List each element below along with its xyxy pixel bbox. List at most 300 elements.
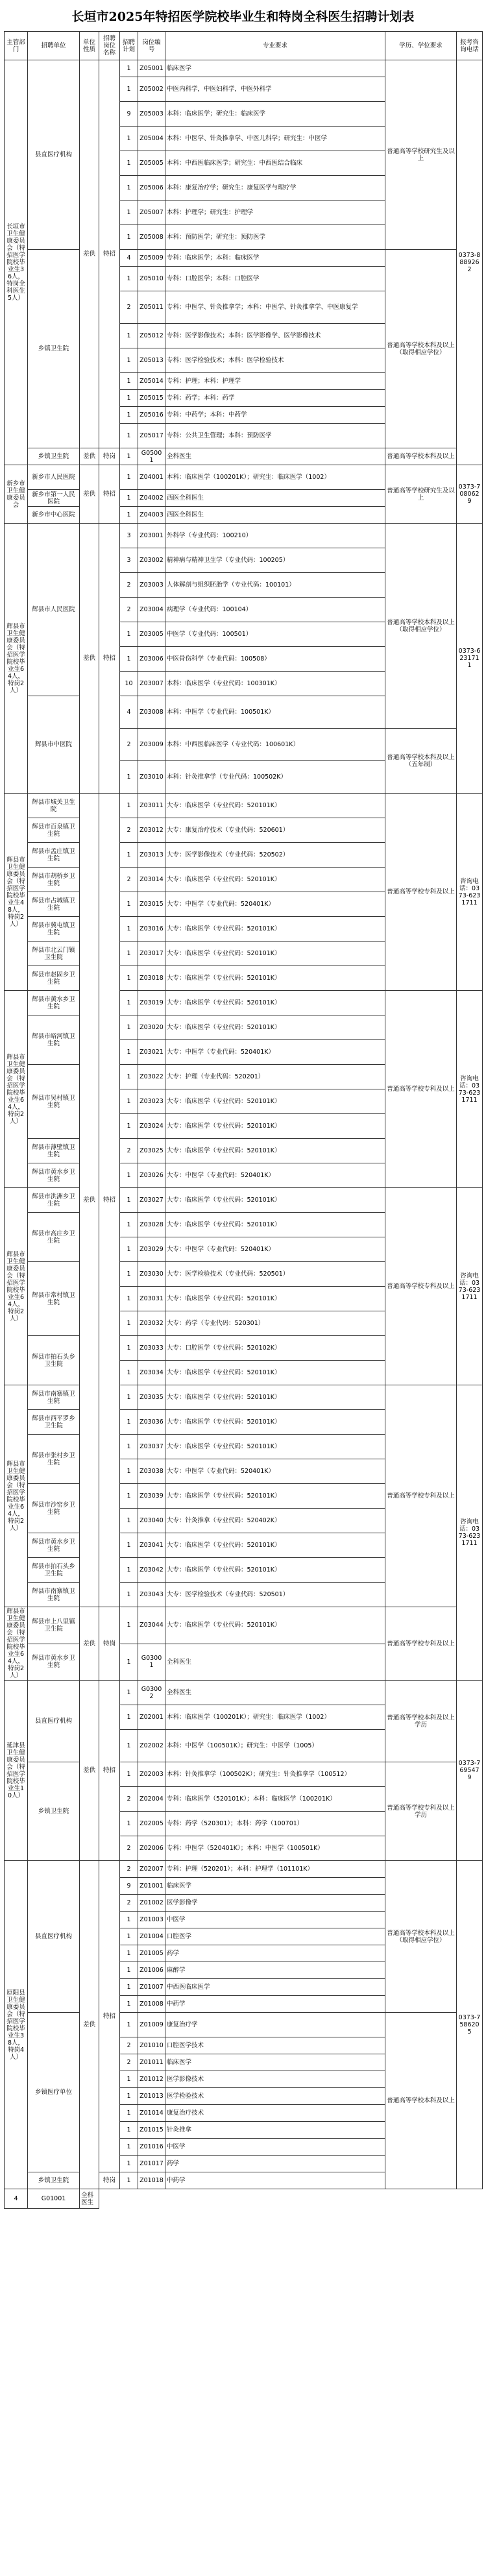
post-code-cell: Z01018 xyxy=(138,2172,165,2189)
major-requirement-cell: 大专：临床医学（专业代码：520101K） xyxy=(165,1213,385,1237)
major-requirement-cell: 临床医学 xyxy=(165,2054,385,2071)
major-requirement-cell: 专科：药学（520301）；本科：药学（100701） xyxy=(165,1812,385,1836)
unit-cell: 辉县市占城镇卫生院 xyxy=(28,892,80,917)
plan-count-cell: 2 xyxy=(120,573,138,598)
post-code-cell: Z05014 xyxy=(138,373,165,390)
unit-cell: 辉县市人民医院 xyxy=(28,524,80,696)
unit-cell: 县直医疗机构 xyxy=(28,1681,80,1762)
major-requirement-cell: 大专：临床医学（专业代码：520101K） xyxy=(165,1015,385,1040)
dept-cell: 新乡市卫生健康委员会 xyxy=(5,465,28,524)
major-requirement-cell: 康复治疗学 xyxy=(165,2013,385,2037)
unit-cell: 新乡市第一人民医院 xyxy=(28,490,80,507)
post-code-cell: G03001 xyxy=(138,1644,165,1681)
unit-cell: 辉县市冀屯镇卫生院 xyxy=(28,917,80,942)
column-header: 岗位编号 xyxy=(138,32,165,60)
post-code-cell: Z03031 xyxy=(138,1287,165,1311)
plan-count-cell: 2 xyxy=(120,2037,138,2054)
table-row xyxy=(5,60,483,77)
plan-count-cell: 1 xyxy=(120,1762,138,1787)
phone-cell: 0373-7080629 xyxy=(457,465,483,524)
plan-count-cell: 10 xyxy=(120,672,138,696)
post-code-cell: G01001 xyxy=(28,2189,80,2209)
education-cell: 普通高等学校专科及以上学历 xyxy=(385,1762,457,1861)
unit-cell: 辉县市峪河镇卫生院 xyxy=(28,1015,80,1065)
dept-cell: 长垣市卫生健康委员会（特招医学院校毕业生36人，特岗全科医生5人） xyxy=(5,60,28,465)
major-requirement-cell: 专科：公共卫生管理；本科：预防医学 xyxy=(165,424,385,448)
plan-count-cell: 1 xyxy=(120,176,138,200)
dept-cell: 原阳县卫生健康委员会（特招医学院校毕业生38人，特岗4人） xyxy=(5,1861,28,2189)
plan-count-cell: 2 xyxy=(120,2054,138,2071)
post-code-cell: Z03003 xyxy=(138,573,165,598)
major-requirement-cell: 全科医生 xyxy=(80,2189,99,2209)
major-requirement-cell: 大专：临床医学（专业代码：520101K） xyxy=(165,868,385,892)
major-requirement-cell: 临床医学 xyxy=(165,1878,385,1895)
plan-count-cell: 1 xyxy=(120,2156,138,2172)
column-header: 招聘计划 xyxy=(120,32,138,60)
major-requirement-cell: 大专：中医学（专业代码：520401K） xyxy=(165,1459,385,1484)
plan-count-cell: 1 xyxy=(120,1459,138,1484)
unit-cell: 辉县市薄壁镇卫生院 xyxy=(28,1139,80,1163)
plan-count-cell: 1 xyxy=(120,465,138,490)
major-requirement-cell: 专科：临床医学；本科：临床医学 xyxy=(165,250,385,267)
post-code-cell: Z03009 xyxy=(138,729,165,761)
unit-cell: 辉县市黄水乡卫生院 xyxy=(28,1533,80,1558)
plan-count-cell: 1 xyxy=(120,966,138,991)
dept-cell: 辉县市卫生健康委员会（特招医学院校毕业生64人，特岗2人） xyxy=(5,991,28,1188)
post-cell: 特招 xyxy=(99,1681,120,1861)
major-requirement-cell: 本科：康复治疗学；研究生：康复医学与理疗学 xyxy=(165,176,385,200)
major-requirement-cell: 大专：临床医学（专业代码：520101K） xyxy=(165,1435,385,1459)
major-requirement-cell: 专科：临床医学（520101K）；本科：临床医学（100201K） xyxy=(165,1787,385,1812)
unit-cell: 辉县市赵固乡卫生院 xyxy=(28,966,80,991)
unit-cell: 辉县市南寨镇卫生院 xyxy=(28,1385,80,1410)
major-requirement-cell: 大专：临床医学（专业代码：520101K） xyxy=(165,966,385,991)
plan-count-cell: 1 xyxy=(120,1237,138,1262)
major-requirement-cell: 本科：针灸推拿学（100502K）；研究生：针灸推拿学（100512） xyxy=(165,1762,385,1787)
major-requirement-cell: 中医内科学，中医妇科学，中医外科学 xyxy=(165,77,385,102)
post-code-cell: Z02007 xyxy=(138,1861,165,1878)
major-requirement-cell: 本科：中医学、针灸推拿学、中医儿科学；研究生：中医学 xyxy=(165,127,385,151)
post-code-cell: Z02002 xyxy=(138,1730,165,1762)
post-code-cell: Z03006 xyxy=(138,647,165,672)
post-code-cell: Z05016 xyxy=(138,407,165,424)
major-requirement-cell: 专科：中医学（520401K）；本科：中医学（100501K） xyxy=(165,1836,385,1861)
plan-count-cell: 1 xyxy=(120,225,138,250)
plan-count-cell: 1 xyxy=(120,1015,138,1040)
post-code-cell: Z03005 xyxy=(138,622,165,647)
dept-cell: 延津县卫生健康委员会（特招医学院校毕业生10人） xyxy=(5,1681,28,1861)
education-cell: 普通高等学校本科及以上 xyxy=(385,448,457,465)
unit-cell: 县直医疗机构 xyxy=(28,1861,80,2013)
table-row xyxy=(5,2013,483,2037)
post-cell: 特岗 xyxy=(99,1607,120,1681)
education-cell: 普通高等学校本科及以上 xyxy=(385,2013,457,2189)
post-code-cell: Z05009 xyxy=(138,250,165,267)
plan-count-cell: 1 xyxy=(120,324,138,348)
nat-cell: 差供 xyxy=(80,794,99,1607)
plan-count-cell: 1 xyxy=(120,2088,138,2105)
unit-cell: 辉县市胡桥乡卫生院 xyxy=(28,868,80,892)
dept-cell: 辉县市卫生健康委员会（特招医学院校毕业生64人，特岗2人） xyxy=(5,1385,28,1607)
dept-cell: 辉县市卫生健康委员会（特招医学院校毕业生48人，特岗2人） xyxy=(5,794,28,991)
major-requirement-cell: 全科医生 xyxy=(165,1681,385,1705)
unit-cell: 辉县市张村乡卫生院 xyxy=(28,1435,80,1484)
plan-count-cell: 2 xyxy=(120,1787,138,1812)
page-title: 长垣市2025年特招医学院校毕业生和特岗全科医生招聘计划表 xyxy=(71,10,415,24)
post-code-cell: Z05003 xyxy=(138,102,165,127)
post-code-cell: Z01010 xyxy=(138,2037,165,2054)
table-row xyxy=(5,1861,483,1878)
post-code-cell: Z01008 xyxy=(138,1996,165,2013)
post-code-cell: Z03002 xyxy=(138,548,165,573)
unit-cell: 乡镇卫生院 xyxy=(28,250,80,448)
unit-cell: 辉县市拍石头乡卫生院 xyxy=(28,1336,80,1385)
major-requirement-cell: 口腔医学 xyxy=(165,1928,385,1945)
post-code-cell: Z03017 xyxy=(138,942,165,966)
post-code-cell: Z03025 xyxy=(138,1139,165,1163)
plan-count-cell: 1 xyxy=(120,424,138,448)
unit-cell: 辉县市常村镇卫生院 xyxy=(28,1262,80,1336)
post-code-cell: Z03027 xyxy=(138,1188,165,1213)
plan-count-cell: 1 xyxy=(120,2105,138,2122)
post-code-cell: Z01006 xyxy=(138,1962,165,1979)
post-code-cell: Z03044 xyxy=(138,1607,165,1644)
unit-cell: 辉县市沙窑乡卫生院 xyxy=(28,1484,80,1533)
post-cell: 特招 xyxy=(99,465,120,524)
major-requirement-cell: 大专：中医学（专业代码：520401K） xyxy=(165,1040,385,1065)
plan-count-cell: 2 xyxy=(120,868,138,892)
plan-count-cell: 1 xyxy=(120,1705,138,1730)
post-code-cell: Z05015 xyxy=(138,390,165,407)
plan-count-cell: 1 xyxy=(120,917,138,942)
major-requirement-cell: 医学影像技术 xyxy=(165,2071,385,2088)
plan-count-cell: 1 xyxy=(120,1361,138,1385)
major-requirement-cell: 大专：中医学（专业代码：520401K） xyxy=(165,1237,385,1262)
plan-count-cell: 2 xyxy=(120,818,138,843)
major-requirement-cell: 西医全科医生 xyxy=(165,507,385,524)
dept-cell: 辉县市卫生健康委员会（特招医学院校毕业生64人，特岗2人） xyxy=(5,1188,28,1385)
major-requirement-cell: 大专：口腔医学（专业代码：520102K） xyxy=(165,1336,385,1361)
plan-count-cell: 1 xyxy=(120,1533,138,1558)
column-header: 招聘岗位名称 xyxy=(99,32,120,60)
major-requirement-cell: 本科：临床医学（100201K）；研究生：临床医学（1002） xyxy=(165,465,385,490)
post-code-cell: Z03015 xyxy=(138,892,165,917)
major-requirement-cell: 大专：针灸推拿（专业代码：520402K） xyxy=(165,1509,385,1533)
table-row xyxy=(5,1762,483,1787)
post-code-cell: Z03029 xyxy=(138,1237,165,1262)
nat-cell: 差供 xyxy=(80,448,99,465)
nat-cell: 差供 xyxy=(80,60,99,448)
post-code-cell: Z03011 xyxy=(138,794,165,818)
post-code-cell: Z05004 xyxy=(138,127,165,151)
major-requirement-cell: 临床医学 xyxy=(165,60,385,77)
column-header: 主管部门 xyxy=(5,32,28,60)
major-requirement-cell: 本科：临床医学；研究生：临床医学 xyxy=(165,102,385,127)
plan-count-cell: 1 xyxy=(120,1812,138,1836)
unit-cell: 乡镇卫生院 xyxy=(28,2172,80,2189)
plan-count-cell: 2 xyxy=(120,1895,138,1912)
plan-count-cell: 1 xyxy=(120,843,138,868)
post-code-cell: Z05002 xyxy=(138,77,165,102)
post-code-cell: Z04002 xyxy=(138,490,165,507)
plan-count-cell: 1 xyxy=(120,1385,138,1410)
plan-count-cell: 1 xyxy=(120,1912,138,1928)
post-code-cell: Z01014 xyxy=(138,2105,165,2122)
major-requirement-cell: 全科医生 xyxy=(165,1644,385,1681)
major-requirement-cell: 病理学（专业代码：100104） xyxy=(165,598,385,622)
major-requirement-cell: 中药学 xyxy=(165,1996,385,2013)
plan-count-cell: 2 xyxy=(120,729,138,761)
plan-count-cell: 1 xyxy=(120,1979,138,1996)
major-requirement-cell: 大专：临床医学（专业代码：520101K） xyxy=(165,794,385,818)
plan-count-cell: 1 xyxy=(120,647,138,672)
education-cell: 普通高等学校本科及以上（五年制） xyxy=(385,729,457,794)
major-requirement-cell: 专科：医学影像技术；本科：医学影像学、医学影像技术 xyxy=(165,324,385,348)
post-code-cell: Z03040 xyxy=(138,1509,165,1533)
post-code-cell: Z03036 xyxy=(138,1410,165,1435)
major-requirement-cell: 人体解剖与组织胚胎学（专业代码：100101） xyxy=(165,573,385,598)
plan-count-cell: 1 xyxy=(120,127,138,151)
plan-count-cell: 1 xyxy=(120,2122,138,2139)
post-code-cell: Z01017 xyxy=(138,2156,165,2172)
plan-count-cell: 1 xyxy=(120,2139,138,2156)
major-requirement-cell: 专科：药学；本科：药学 xyxy=(165,390,385,407)
major-requirement-cell: 针灸推拿 xyxy=(165,2122,385,2139)
unit-cell: 辉县市黄水乡卫生院 xyxy=(28,1163,80,1188)
post-code-cell: Z03041 xyxy=(138,1533,165,1558)
unit-cell: 辉县市南寨镇卫生院 xyxy=(28,1583,80,1607)
post-code-cell: Z01013 xyxy=(138,2088,165,2105)
education-cell: 普通高等学校本科及以上（取得相应学位） xyxy=(385,1861,457,2013)
post-code-cell: Z05012 xyxy=(138,324,165,348)
plan-count-cell: 1 xyxy=(120,761,138,794)
post-code-cell: Z03010 xyxy=(138,761,165,794)
major-requirement-cell: 口腔医学技术 xyxy=(165,2037,385,2054)
post-code-cell: Z03018 xyxy=(138,966,165,991)
major-requirement-cell: 大专：临床医学（专业代码：520101K） xyxy=(165,1484,385,1509)
post-code-cell: Z03042 xyxy=(138,1558,165,1583)
education-cell: 普通高等学校专科及以上 xyxy=(385,1385,457,1607)
post-cell: 特岗 xyxy=(99,448,120,465)
plan-count-cell: 9 xyxy=(120,102,138,127)
plan-count-cell: 1 xyxy=(120,1188,138,1213)
major-requirement-cell: 中医学 xyxy=(165,2139,385,2156)
post-code-cell: Z03001 xyxy=(138,524,165,548)
table-row xyxy=(5,448,483,465)
post-code-cell: Z01005 xyxy=(138,1945,165,1962)
major-requirement-cell: 大专：护理（专业代码：520201） xyxy=(165,1065,385,1089)
major-requirement-cell: 大专：临床医学（专业代码：520101K） xyxy=(165,1089,385,1114)
major-requirement-cell: 本科：临床医学（专业代码：100301K） xyxy=(165,672,385,696)
plan-count-cell: 2 xyxy=(120,1861,138,1878)
plan-count-cell: 1 xyxy=(120,1730,138,1762)
nat-cell: 差供 xyxy=(80,524,99,794)
dept-cell: 辉县市卫生健康委员会（特招医学院校毕业生64人，特岗2人） xyxy=(5,1607,28,1681)
major-requirement-cell: 本科：预防医学；研究生：预防医学 xyxy=(165,225,385,250)
major-requirement-cell: 大专：临床医学（专业代码：520101K） xyxy=(165,942,385,966)
plan-count-cell: 1 xyxy=(120,622,138,647)
major-requirement-cell: 大专：临床医学（专业代码：520101K） xyxy=(165,991,385,1015)
major-requirement-cell: 大专：中医学（专业代码：520401K） xyxy=(165,892,385,917)
major-requirement-cell: 大专：康复治疗技术（专业代码：520601） xyxy=(165,818,385,843)
plan-count-cell: 1 xyxy=(120,794,138,818)
column-header: 招聘单位 xyxy=(28,32,80,60)
post-code-cell: Z01003 xyxy=(138,1912,165,1928)
plan-count-cell: 3 xyxy=(120,548,138,573)
dept-cell: 辉县市卫生健康委员会（特招医学院校毕业生64人，特岗2人） xyxy=(5,524,28,794)
plan-count-cell: 1 xyxy=(120,1114,138,1139)
post-cell: 特招 xyxy=(99,524,120,794)
post-code-cell: Z03035 xyxy=(138,1385,165,1410)
post-code-cell: Z03023 xyxy=(138,1089,165,1114)
plan-count-cell: 1 xyxy=(120,2013,138,2037)
plan-count-cell: 1 xyxy=(120,1558,138,1583)
major-requirement-cell: 大专：临床医学（专业代码：520101K） xyxy=(165,1139,385,1163)
post-code-cell: Z05017 xyxy=(138,424,165,448)
major-requirement-cell: 中药学 xyxy=(165,2172,385,2189)
plan-count-cell: 2 xyxy=(120,598,138,622)
plan-count-cell: 1 xyxy=(120,1962,138,1979)
major-requirement-cell: 本科：中西医临床医学（专业代码：100601K） xyxy=(165,729,385,761)
major-requirement-cell: 医学影像学 xyxy=(165,1895,385,1912)
major-requirement-cell: 麻醉学 xyxy=(165,1962,385,1979)
plan-count-cell: 1 xyxy=(120,1410,138,1435)
post-code-cell: Z03008 xyxy=(138,696,165,729)
unit-cell: 辉县市城关卫生院 xyxy=(28,794,80,818)
plan-count-cell: 1 xyxy=(120,151,138,176)
plan-count-cell: 1 xyxy=(120,1583,138,1607)
phone-cell: 0373-7586205 xyxy=(457,1861,483,2189)
unit-cell: 辉县市拍石头乡卫生院 xyxy=(28,1558,80,1583)
post-code-cell: Z03013 xyxy=(138,843,165,868)
post-code-cell: Z03039 xyxy=(138,1484,165,1509)
phone-cell: 0373-6231711 xyxy=(457,524,483,794)
post-code-cell: Z03026 xyxy=(138,1163,165,1188)
column-header: 学历、学位要求 xyxy=(385,32,457,60)
post-code-cell: Z03028 xyxy=(138,1213,165,1237)
phone-cell: 0373-8889262 xyxy=(457,60,483,465)
post-code-cell: Z05007 xyxy=(138,200,165,225)
major-requirement-cell: 药学 xyxy=(165,1945,385,1962)
unit-cell: 辉县市北云门镇卫生院 xyxy=(28,942,80,966)
major-requirement-cell: 大专：临床医学（专业代码：520101K） xyxy=(165,1287,385,1311)
major-requirement-cell: 中医骨伤科学（专业代码：100508） xyxy=(165,647,385,672)
post-code-cell: Z03014 xyxy=(138,868,165,892)
plan-count-cell: 1 xyxy=(120,942,138,966)
plan-count-cell: 1 xyxy=(120,1644,138,1681)
post-code-cell: Z01012 xyxy=(138,2071,165,2088)
plan-count-cell: 2 xyxy=(120,291,138,324)
table-row xyxy=(5,524,483,548)
education-cell: 普通高等学校研究生及以上 xyxy=(385,60,457,250)
column-header: 单位性质 xyxy=(80,32,99,60)
education-cell: 普通高等学校研究生及以上 xyxy=(385,465,457,524)
unit-cell: 乡镇卫生院 xyxy=(28,1762,80,1861)
unit-cell: 辉县市百泉镇卫生院 xyxy=(28,818,80,843)
post-code-cell: Z05006 xyxy=(138,176,165,200)
post-code-cell: Z04003 xyxy=(138,507,165,524)
column-header: 报考咨询电话 xyxy=(457,32,483,60)
post-code-cell: Z05013 xyxy=(138,348,165,373)
post-code-cell: Z01004 xyxy=(138,1928,165,1945)
major-requirement-cell: 大专：临床医学（专业代码：520101K） xyxy=(165,1361,385,1385)
post-code-cell: Z05011 xyxy=(138,291,165,324)
plan-count-cell: 2 xyxy=(120,1836,138,1861)
plan-count-cell: 1 xyxy=(120,448,138,465)
unit-cell: 辉县市洪洲乡卫生院 xyxy=(28,1188,80,1213)
plan-count-cell: 9 xyxy=(120,1878,138,1895)
major-requirement-cell: 大专：医学检验技术（专业代码：520501） xyxy=(165,1262,385,1287)
plan-count-cell: 1 xyxy=(120,507,138,524)
post-code-cell: Z03024 xyxy=(138,1114,165,1139)
major-requirement-cell: 专科：医学检验技术；本科：医学检验技术 xyxy=(165,348,385,373)
post-code-cell: Z03037 xyxy=(138,1435,165,1459)
major-requirement-cell: 康复治疗技术 xyxy=(165,2105,385,2122)
post-code-cell: Z05008 xyxy=(138,225,165,250)
education-cell: 普通高等学校专科及以上 xyxy=(385,794,457,991)
major-requirement-cell: 精神病与精神卫生学（专业代码：100205） xyxy=(165,548,385,573)
phone-cell: 咨询电话：0373-6231711 xyxy=(457,991,483,1188)
plan-count-cell: 1 xyxy=(120,1089,138,1114)
post-code-cell: Z03032 xyxy=(138,1311,165,1336)
plan-count-cell: 1 xyxy=(120,1040,138,1065)
nat-cell: 差供 xyxy=(80,1607,99,1681)
plan-count-cell: 1 xyxy=(120,373,138,390)
major-requirement-cell: 西医全科医生 xyxy=(165,490,385,507)
major-requirement-cell: 大专：临床医学（专业代码：520101K） xyxy=(165,917,385,942)
plan-count-cell: 4 xyxy=(5,2189,28,2209)
plan-count-cell: 1 xyxy=(120,200,138,225)
post-code-cell: Z01015 xyxy=(138,2122,165,2139)
plan-count-cell: 1 xyxy=(120,1287,138,1311)
major-requirement-cell: 全科医生 xyxy=(165,448,385,465)
plan-count-cell: 1 xyxy=(120,1607,138,1644)
phone-cell: 咨询电话：0373-6231711 xyxy=(457,1188,483,1385)
phone-cell: 0373-7695479 xyxy=(457,1681,483,1861)
plan-count-cell: 1 xyxy=(120,1213,138,1237)
unit-cell: 辉县市西平罗乡卫生院 xyxy=(28,1410,80,1435)
post-code-cell: Z02003 xyxy=(138,1762,165,1787)
plan-count-cell: 4 xyxy=(120,696,138,729)
plan-count-cell: 1 xyxy=(120,2172,138,2189)
major-requirement-cell: 本科：中医学（100501K）；研究生：中医学（1005） xyxy=(165,1730,385,1762)
post-code-cell: Z03020 xyxy=(138,1015,165,1040)
major-requirement-cell: 专科：口腔医学；本科：口腔医学 xyxy=(165,267,385,291)
plan-count-cell: 1 xyxy=(120,991,138,1015)
major-requirement-cell: 中西医临床医学 xyxy=(165,1979,385,1996)
unit-cell: 乡镇医疗单位 xyxy=(28,2013,80,2172)
plan-count-cell: 1 xyxy=(120,1681,138,1705)
major-requirement-cell: 大专：医学影像技术（专业代码：520502） xyxy=(165,843,385,868)
unit-cell: 辉县市黄水乡卫生院 xyxy=(28,991,80,1015)
education-cell: 普通高等学校专科及以上 xyxy=(385,991,457,1188)
major-requirement-cell: 大专：临床医学（专业代码：520101K） xyxy=(165,1410,385,1435)
post-code-cell: G05001 xyxy=(138,448,165,465)
plan-count-cell: 1 xyxy=(120,1945,138,1962)
plan-count-cell: 4 xyxy=(120,250,138,267)
table-row xyxy=(5,465,483,490)
post-cell: 特招 xyxy=(99,60,120,448)
plan-count-cell: 2 xyxy=(120,1139,138,1163)
table-row xyxy=(5,1188,483,1213)
plan-count-cell: 1 xyxy=(120,267,138,291)
major-requirement-cell: 大专：临床医学（专业代码：520101K） xyxy=(165,1607,385,1644)
post-code-cell: Z04001 xyxy=(138,465,165,490)
post-code-cell: Z03022 xyxy=(138,1065,165,1089)
column-header: 专业要求 xyxy=(165,32,385,60)
table-row xyxy=(5,794,483,818)
plan-count-cell: 1 xyxy=(120,77,138,102)
